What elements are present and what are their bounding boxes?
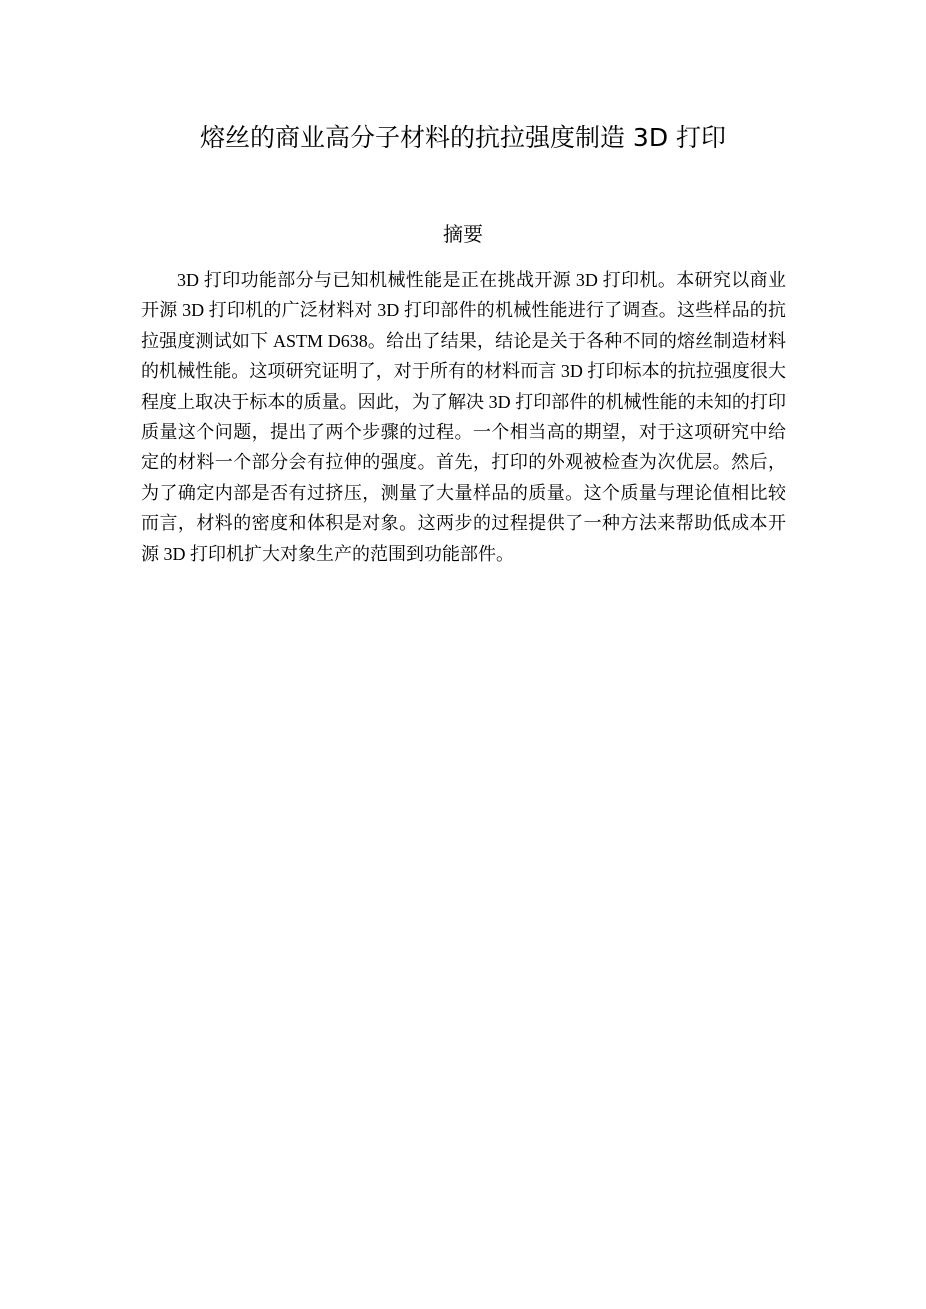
abstract-heading: 摘要: [443, 222, 483, 246]
document-title: 熔丝的商业高分子材料的抗拉强度制造 3D 打印: [199, 123, 727, 152]
abstract-paragraph: 3D 打印功能部分与已知机械性能是正在挑战开源 3D 打印机。本研究以商业开源 3D 打印机的广泛材料对 3D 打印部件的机械性能进行了调查。这些样品的抗拉强度测试如下 ASTM D638。给出了结果，结论是关于各种不同的熔丝制造材料的机械性能。这项研究证明了，对于所有的材料而言 3D 打印标本的抗拉强度很大程度上取决于标本的质量。因此，为了解决 3D 打印部件的机械性能的未知的打印质量这个问题，提出了两个步骤的过程。一个相当高的期望，对于这项研究中给定的材料一个部分会有拉伸的强度。首先，打印的外观被检查为次优层。然后，为了确定内部是否有过挤压，测量了大量样品的质量。这个质量与理论值相比较而言，材料的密度和体积是对象。这两步的过程提供了一种方法来帮助低成本开源 3D 打印机扩大对象生产的范围到功能部件。: [141, 270, 786, 564]
